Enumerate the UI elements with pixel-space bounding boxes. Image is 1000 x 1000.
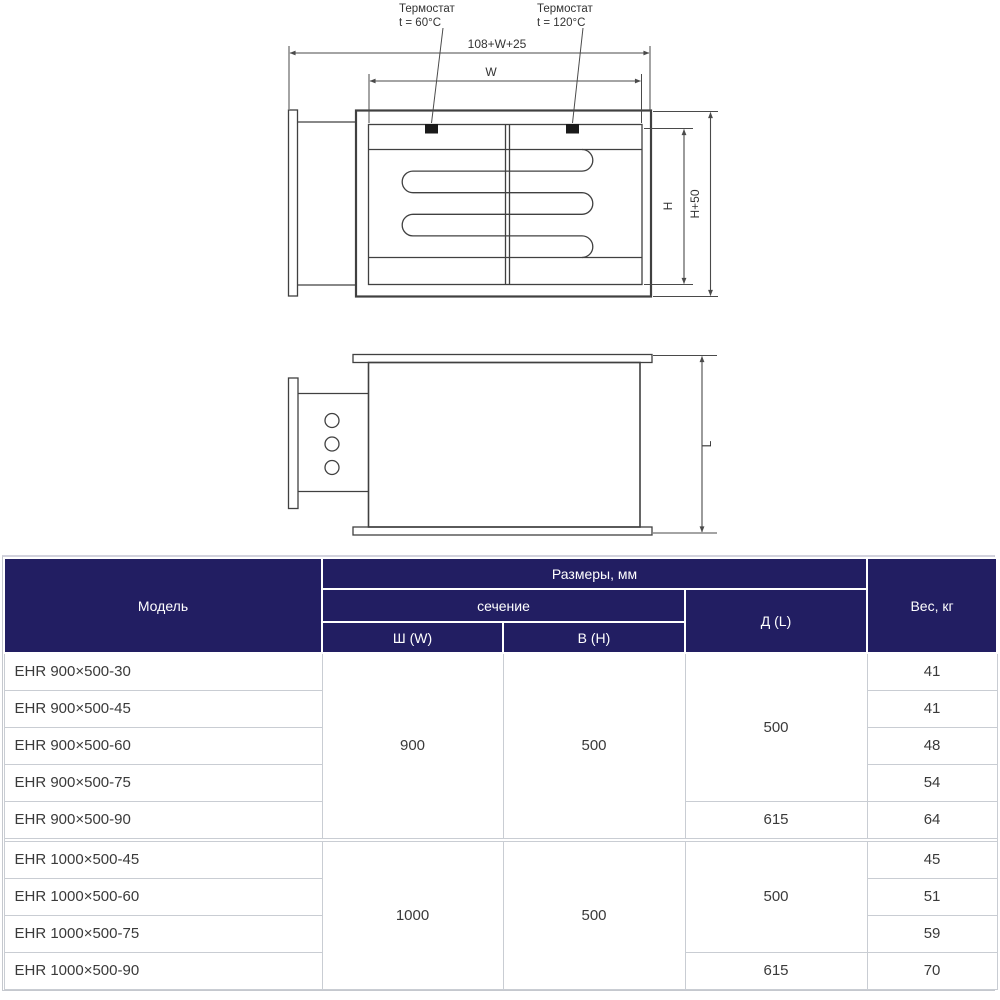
side-flange-top (353, 355, 652, 363)
front-inlet-flange (289, 110, 298, 296)
header-col-h: В (H) (503, 622, 685, 653)
cell-model: EHR 900×500-45 (4, 690, 322, 727)
header-col-l: Д (L) (685, 589, 867, 653)
header-dimensions-group: Размеры, мм (322, 558, 867, 589)
cell-weight: 45 (867, 841, 997, 878)
thermostat-120-icon (566, 124, 579, 134)
cell-weight: 41 (867, 653, 997, 690)
thermostat-120-label-line1: Термостат (537, 3, 593, 15)
cell-length: 500 (685, 653, 867, 801)
cell-width: 1000 (322, 841, 503, 989)
side-flange-bottom (353, 527, 652, 535)
cell-model: EHR 900×500-60 (4, 727, 322, 764)
thermostat-120-label-line2: t = 120°C (537, 17, 586, 29)
cell-weight: 70 (867, 952, 997, 989)
cell-length: 615 (685, 952, 867, 989)
header-col-w: Ш (W) (322, 622, 503, 653)
cell-width: 900 (322, 653, 503, 838)
cable-gland-1 (325, 414, 339, 428)
cell-weight: 41 (867, 690, 997, 727)
cell-weight: 59 (867, 915, 997, 952)
cable-gland-2 (325, 437, 339, 451)
dim-h50-label: H+50 (688, 189, 702, 219)
cell-model: EHR 1000×500-75 (4, 915, 322, 952)
cell-weight: 48 (867, 727, 997, 764)
table-row (4, 841, 997, 878)
cell-height: 500 (503, 841, 685, 989)
cable-gland-3 (325, 461, 339, 475)
spec-table (3, 557, 998, 990)
spec-table-wrapper (2, 555, 995, 991)
front-casing (356, 111, 651, 297)
cell-model: EHR 900×500-30 (4, 653, 322, 690)
side-body (369, 363, 641, 528)
table-row (4, 653, 997, 690)
cell-length: 615 (685, 801, 867, 838)
header-model: Модель (4, 558, 322, 653)
cell-weight: 54 (867, 764, 997, 801)
dim-total-label: 108+W+25 (467, 37, 527, 51)
cell-model: EHR 1000×500-60 (4, 878, 322, 915)
thermostat-60-leader (432, 28, 444, 123)
thermostat-60-label-line1: Термостат (399, 3, 455, 15)
heating-coil (402, 150, 593, 258)
cell-weight: 51 (867, 878, 997, 915)
dim-h-label: H (661, 201, 675, 211)
dim-w-label: W (485, 65, 497, 79)
cell-model: EHR 1000×500-90 (4, 952, 322, 989)
header-weight: Вес, кг (867, 558, 997, 653)
dim-l-label: L (700, 440, 714, 448)
cell-height: 500 (503, 653, 685, 838)
cell-model: EHR 1000×500-45 (4, 841, 322, 878)
front-view (289, 3, 719, 297)
cell-length: 500 (685, 841, 867, 952)
side-inlet-flange (289, 378, 299, 509)
thermostat-60-icon (425, 124, 438, 134)
cell-model: EHR 900×500-90 (4, 801, 322, 838)
thermostat-60-label-line2: t = 60°C (399, 17, 441, 29)
spec-table-header (4, 558, 997, 653)
side-view (289, 355, 718, 536)
cell-model: EHR 900×500-75 (4, 764, 322, 801)
cell-weight: 64 (867, 801, 997, 838)
thermostat-120-leader (573, 28, 584, 123)
header-section-group: сечение (322, 589, 685, 622)
